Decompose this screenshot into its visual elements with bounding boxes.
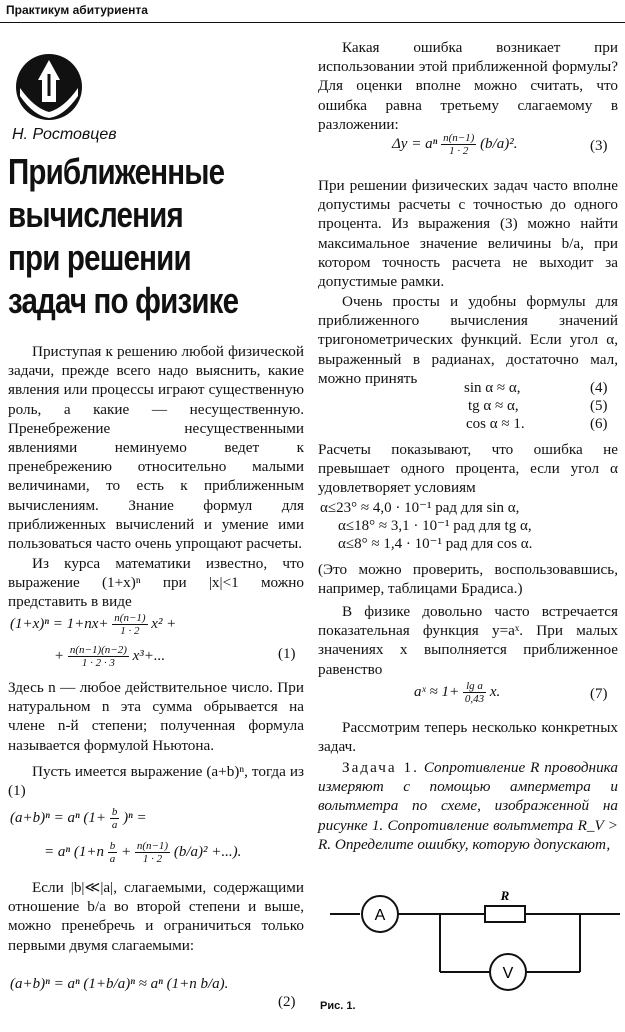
resistor-label: R bbox=[500, 888, 510, 903]
paragraph: Приступая к решению любой физической задачи, прежде всего надо выяснить, какие явления или процессы играют существенную роль, а какие — несущественную. Пренебрежение несущественными явлениями неминуемо ведет к пренебрежению относительно малыми величинами, то есть к приближенным вычислениям. Знание формул для приближенных вычислений и умение ими пользоваться часто очень упрощают расчеты. bbox=[8, 343, 304, 553]
paragraph: Рассмотрим теперь несколько конкретных задач. bbox=[318, 719, 618, 756]
equation-number: (2) bbox=[278, 994, 296, 1010]
formula-3: (a+b)ⁿ = aⁿ (1+b/a)ⁿ ≈ aⁿ (1+n b/a). bbox=[10, 976, 229, 992]
title-line: Приближенные bbox=[8, 151, 225, 192]
paragraph: Из курса математики известно, что выражение (1+x)ⁿ при |x|<1 можно представить в виде bbox=[8, 555, 304, 611]
formula-4: Δy = aⁿ $\frac{n(n-1)}{1 \cdot 2}$ (b/a)². bbox=[392, 132, 518, 157]
paragraph: Расчеты показывают, что ошибка не превышает одного процента, если угол α удовлетворяет условиям bbox=[318, 441, 618, 497]
paragraph: Очень просты и удобны формулы для приближенного вычисления значений тригонометрических функций. Если угол α, выраженный в радианах, достаточно мал, можно принять bbox=[318, 293, 618, 387]
formula-sin: sin α ≈ α, bbox=[464, 380, 521, 396]
circuit-diagram bbox=[330, 880, 620, 1000]
author-name: Н. Ростовцев bbox=[12, 126, 117, 143]
section-title: Практикум абитуриента bbox=[6, 3, 148, 17]
paragraph: При решении физических задач часто вполне допустимы расчеты с точностью до одного процента. Из выражения (3) можно найти максимальное значение величины b/a, при котором точность расчета не выходит за допустимые рамки. bbox=[318, 177, 618, 291]
paragraph: Если |b|≪|a|, слагаемыми, содержащими отношение b/a во второй степени и выше, можно пренебречь и ограничиться только первыми двумя слагаемыми: bbox=[8, 879, 304, 954]
task-text: Сопротивление R проводника измеряют с помощью амперметра и вольтметра по схеме, изображенной на рисунке 1. Сопротивление вольтметра R_V > R. Определите ошибку, которую допускают, bbox=[318, 759, 619, 853]
formula-7: aˣ ≈ 1+ $\frac{\text{lg a}}{0,43}$ x. bbox=[414, 680, 501, 705]
formula-1-line-1: (1+x)ⁿ = 1+nx+ $\frac{n(n-1)}{1 \cdot 2}$ x² + bbox=[10, 612, 177, 637]
task-1 bbox=[318, 758, 618, 854]
equation-number: (7) bbox=[590, 686, 608, 702]
title-line: задач по физике bbox=[8, 280, 239, 321]
ammeter-label: A bbox=[374, 907, 386, 924]
equation-number: (4) bbox=[590, 380, 608, 396]
article-title bbox=[8, 150, 287, 322]
figure-caption: Рис. 1. bbox=[320, 1000, 356, 1012]
task-label: Задача 1. bbox=[342, 759, 419, 776]
equation-number: (3) bbox=[590, 138, 608, 154]
paragraph: Пусть имеется выражение (a+b)ⁿ, тогда из (1) bbox=[8, 763, 304, 800]
formula-1-line-2: + $\frac{n(n-1)(n-2)}{1 \cdot 2 \cdot 3}$ x³+... bbox=[54, 644, 166, 669]
condition-cos: α≤8° ≈ 1,4 · 10⁻¹ рад для cos α. bbox=[338, 536, 533, 552]
condition-sin: α≤23° ≈ 4,0 · 10⁻¹ рад для sin α, bbox=[320, 500, 520, 516]
equation-number: (5) bbox=[590, 398, 608, 414]
formula-tg: tg α ≈ α, bbox=[468, 398, 519, 414]
title-line: при решении bbox=[8, 237, 191, 278]
formula-2-line-2: = aⁿ (1+n $\frac{b}{a}$ + $\frac{n(n-1)}{1 \cdot 2}$ (b/a)² +...). bbox=[44, 840, 242, 865]
title-line: вычисления bbox=[8, 194, 183, 235]
page-header bbox=[0, 0, 625, 23]
journal-logo-icon bbox=[14, 52, 84, 122]
resistor-icon bbox=[485, 906, 525, 922]
paragraph: (Это можно проверить, воспользовавшись, например, таблицами Брадиса.) bbox=[318, 561, 618, 598]
formula-cos: cos α ≈ 1. bbox=[466, 416, 525, 432]
formula-2-line-1: (a+b)ⁿ = aⁿ (1+ $\frac{b}{a}$ )ⁿ = bbox=[10, 806, 147, 831]
condition-tg: α≤18° ≈ 3,1 · 10⁻¹ рад для tg α, bbox=[338, 518, 532, 534]
equation-number: (6) bbox=[590, 416, 608, 432]
paragraph: Здесь n — любое действительное число. При натуральном n эта сумма обрывается на члене n-й степени; полученная формула называется формулой Ньютона. bbox=[8, 679, 304, 754]
voltmeter-label: V bbox=[502, 965, 514, 982]
paragraph: В физике довольно часто встречается показательная функция y=aˣ. При малых значениях x выполняется приближенное равенство bbox=[318, 603, 618, 678]
equation-number: (1) bbox=[278, 646, 296, 662]
paragraph: Какая ошибка возникает при использовании этой приближенной формулы? Для оценки вполне можно считать, что ошибка равна третьему слагаемому в разложении: bbox=[318, 39, 618, 133]
